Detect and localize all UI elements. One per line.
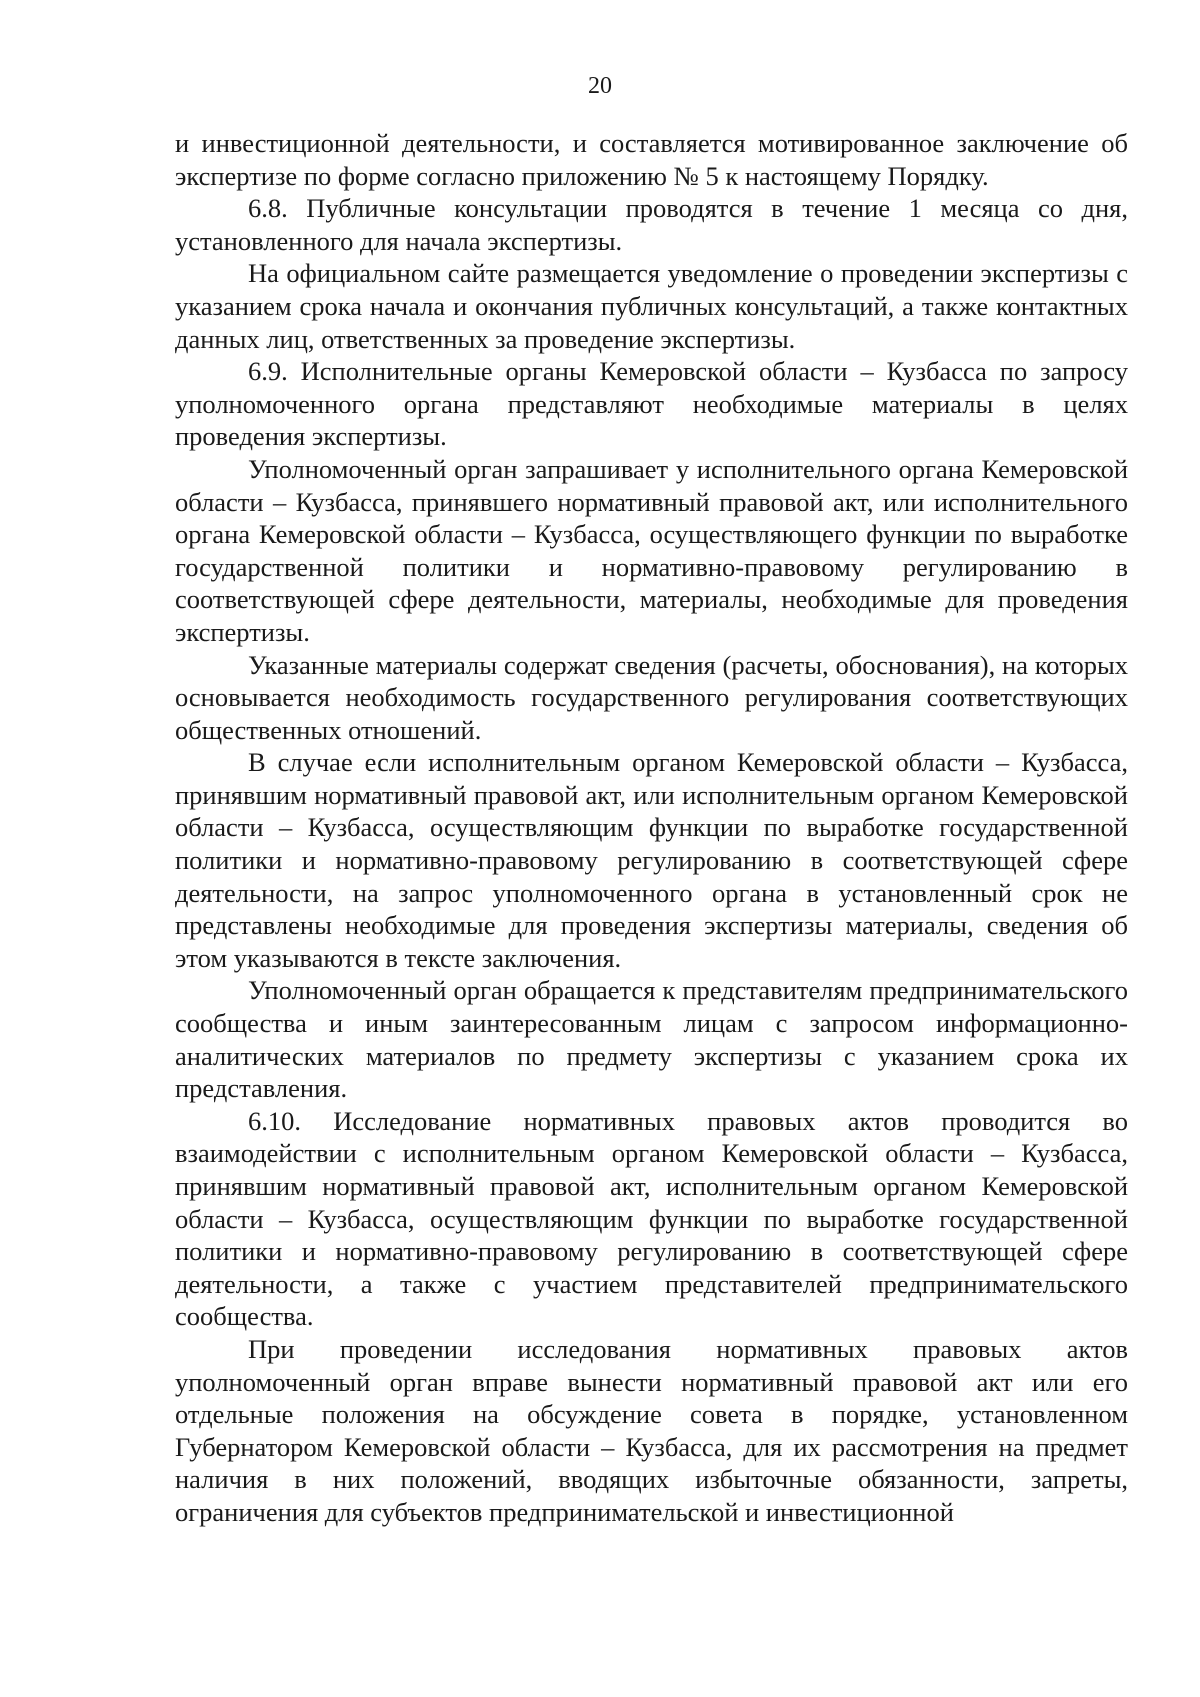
paragraph-6-10: 6.10. Исследование нормативных правовых актов проводится во взаимодействии с исполнительным органом Кемеровской области – Кузбасса, принявшим нормативный правовой акт, исполнительным органом Кемеровской области – Кузбасса, осуществляющим функции по выработке государственной политики и нормативно-правовому регулированию в соответствующей сфере деятельности, а также с участием представителей предпринимательского сообщества. [175, 1105, 1128, 1332]
paragraph-authority-request: Уполномоченный орган запрашивает у исполнительного органа Кемеровской области – Кузбасса, принявшего нормативный правовой акт, или исполнительного органа Кемеровской области – Кузбасса, осуществляющего функции по выработке государственной политики и нормативно-правовому регулированию в соответствующей сфере деятельности, материалы, необходимые для проведения экспертизы. [175, 453, 1128, 647]
paragraph-6-8: 6.8. Публичные консультации проводятся в течение 1 месяца со дня, установленного для начала экспертизы. [175, 193, 1128, 256]
paragraph-official-site: На официальном сайте размещается уведомление о проведении экспертизы с указанием срока начала и окончания публичных консультаций, а также контактных данных лиц, ответственных за проведение экспертизы. [175, 258, 1128, 354]
page-number: 20 [588, 73, 612, 99]
paragraph-materials: Указанные материалы содержат сведения (расчеты, обоснования), на которых основывается необходимость государственного регулирования соответствующих общественных отношений. [175, 649, 1128, 745]
paragraph-6-9: 6.9. Исполнительные органы Кемеровской области – Кузбасса по запросу уполномоченного органа представляют необходимые материалы в целях проведения экспертизы. [175, 356, 1128, 452]
document-body [175, 127, 1128, 1529]
paragraph-business-community: Уполномоченный орган обращается к представителям предпринимательского сообщества и иным заинтересованным лицам с запросом информационно-аналитических материалов по предмету экспертизы с указанием срока их представления. [175, 975, 1128, 1104]
paragraph-council: При проведении исследования нормативных правовых актов уполномоченный орган вправе вынести нормативный правовой акт или его отдельные положения на обсуждение совета в порядке, установленном Губернатором Кемеровской области – Кузбасса, для их рассмотрения на предмет наличия в них положений, вводящих избыточные обязанности, запреты, ограничения для субъектов предпринимательской и инвестиционной [175, 1333, 1128, 1527]
paragraph-not-provided: В случае если исполнительным органом Кемеровской области – Кузбасса, принявшим нормативный правовой акт, или исполнительным органом Кемеровской области – Кузбасса, осуществляющим функции по выработке государственной политики и нормативно-правовому регулированию в соответствующей сфере деятельности, на запрос уполномоченного органа в установленный срок не представлены необходимые для проведения экспертизы материалы, сведения об этом указываются в тексте заключения. [175, 747, 1128, 973]
paragraph-continuation: и инвестиционной деятельности, и составляется мотивированное заключение об экспертизе по форме согласно приложению № 5 к настоящему Порядку. [175, 128, 1128, 191]
